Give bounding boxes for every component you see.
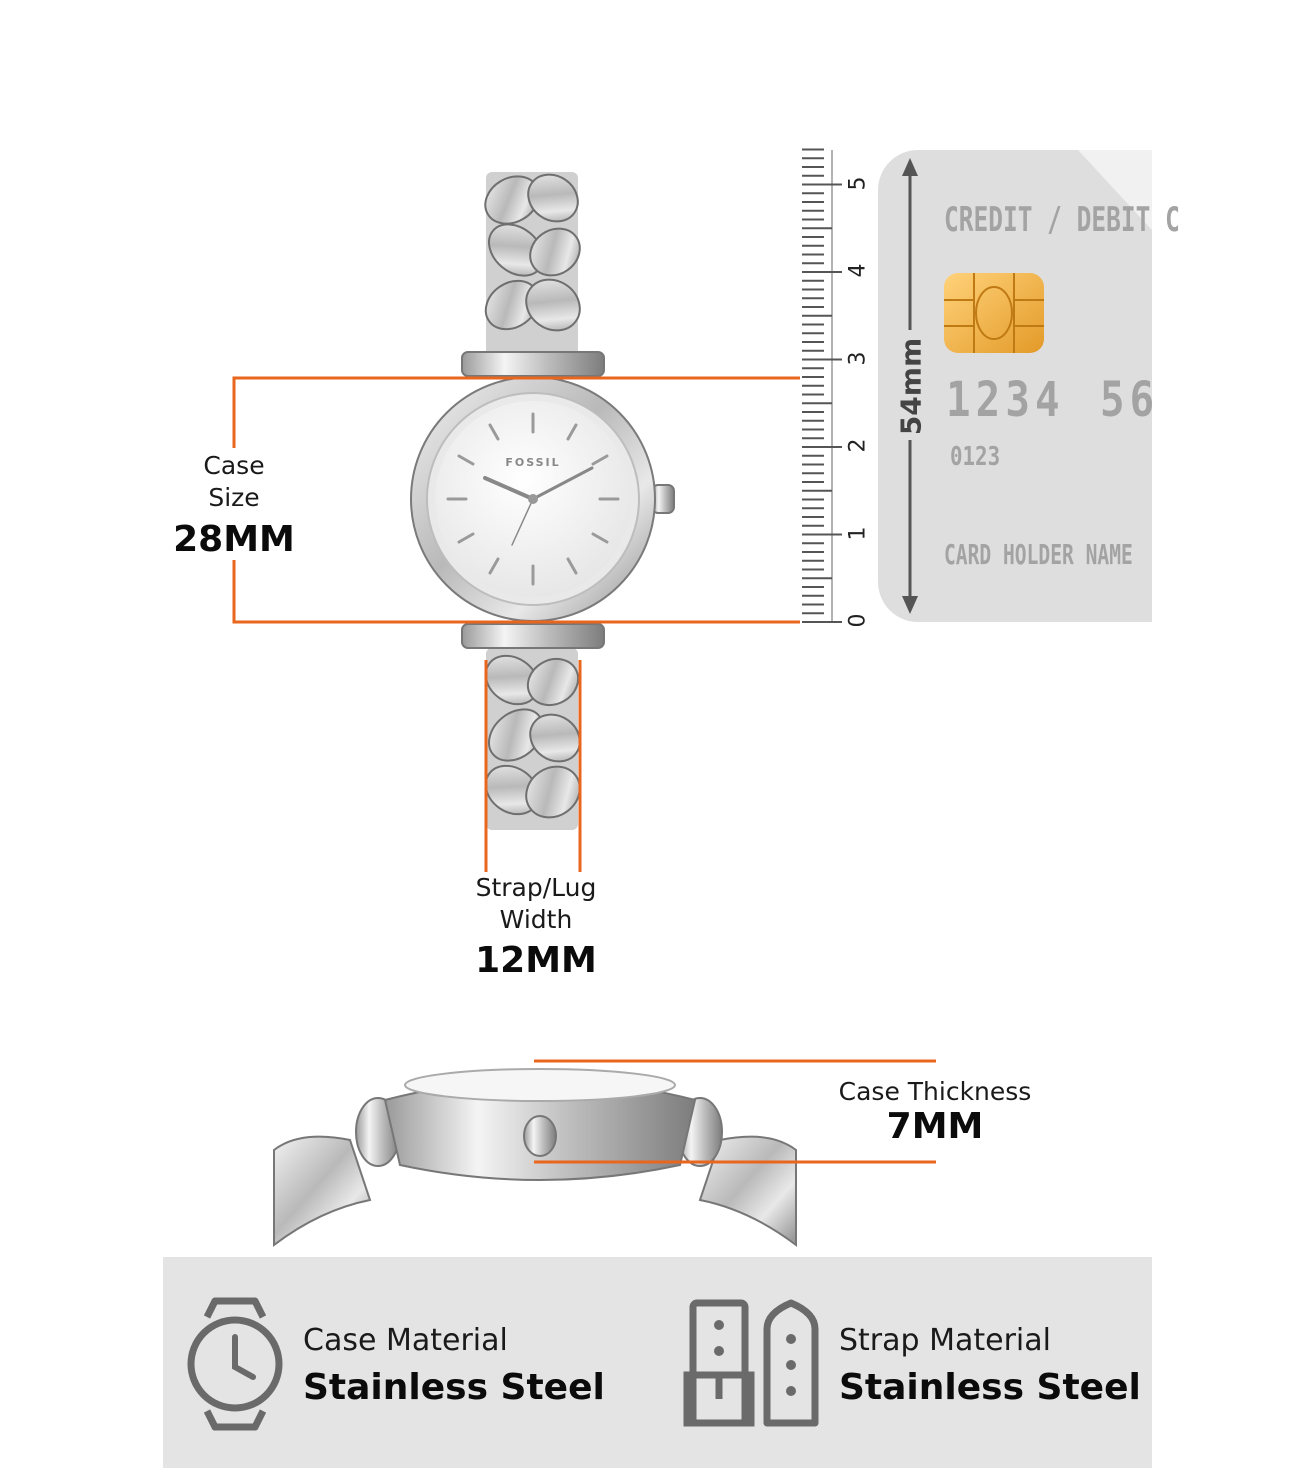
case-size-value: 28MM bbox=[173, 519, 295, 560]
strap-icon bbox=[685, 1299, 825, 1429]
card-number-part1: 1234 bbox=[946, 372, 1065, 428]
strap-width-label-1: Strap/Lug bbox=[475, 873, 597, 902]
watch-case bbox=[411, 377, 674, 621]
side-view-watch bbox=[274, 1069, 796, 1245]
strap-width-value: 12MM bbox=[475, 940, 597, 981]
credit-card bbox=[878, 150, 1180, 622]
strap-material-label: Strap Material bbox=[839, 1323, 1051, 1358]
upper-bracelet bbox=[462, 165, 604, 376]
materials-panel bbox=[163, 1257, 1152, 1468]
ruler-number: 0 bbox=[845, 613, 871, 628]
case-thickness-value: 7MM bbox=[886, 1106, 984, 1147]
case-material-label: Case Material bbox=[303, 1323, 508, 1358]
card-holder-name: CARD HOLDER NAME bbox=[944, 538, 1133, 571]
card-number-part2: 56 bbox=[1100, 372, 1160, 428]
card-height-label: 54mm bbox=[894, 337, 928, 436]
case-size-label-1: Case bbox=[203, 451, 265, 480]
case-material-value: Stainless Steel bbox=[303, 1367, 605, 1408]
card-chip-icon bbox=[944, 273, 1044, 353]
lower-bracelet bbox=[462, 624, 604, 830]
case-size-label-2: Size bbox=[208, 483, 260, 512]
strap-width-label-2: Width bbox=[499, 905, 573, 934]
strap-material-value: Stainless Steel bbox=[839, 1367, 1141, 1408]
watch-case-icon bbox=[185, 1299, 285, 1429]
ruler-number: 4 bbox=[845, 263, 871, 278]
case-thickness-label: Case Thickness bbox=[838, 1077, 1032, 1106]
card-title: CREDIT / DEBIT C bbox=[944, 200, 1180, 240]
ruler-number: 5 bbox=[845, 176, 871, 190]
card-small-number: 0123 bbox=[950, 442, 1001, 472]
ruler-number: 2 bbox=[845, 438, 871, 453]
watch-brand: FOSSIL bbox=[505, 456, 561, 469]
ruler-number: 3 bbox=[845, 351, 871, 365]
ruler-number: 1 bbox=[845, 526, 871, 540]
